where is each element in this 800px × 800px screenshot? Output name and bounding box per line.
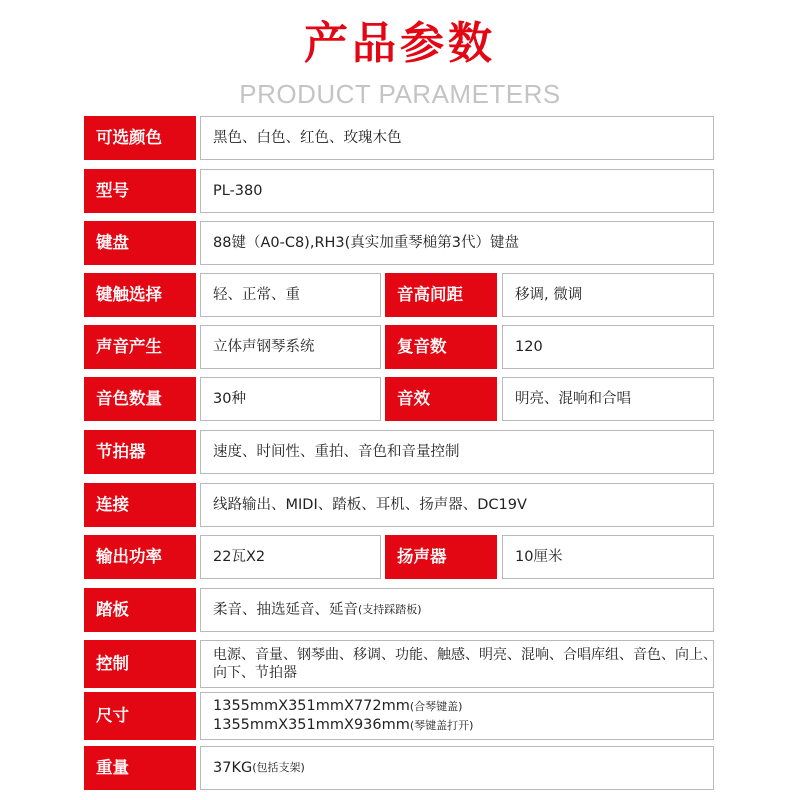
- param-row-touch: [84, 273, 714, 317]
- param-value: [200, 588, 714, 632]
- param-value: 22瓦X2: [200, 535, 381, 579]
- param-value: [200, 746, 714, 790]
- param-row-color: [84, 116, 714, 160]
- param-label: 声音产生: [84, 325, 196, 369]
- param-row-power: [84, 535, 714, 579]
- param-label: 音效: [385, 377, 497, 421]
- param-label: 节拍器: [84, 430, 196, 474]
- size-dimensions: 1355mmX351mmX936mm: [213, 717, 410, 733]
- control-value-line: 向下、节拍器: [213, 665, 297, 681]
- param-row-size: [84, 692, 714, 740]
- param-label: 尺寸: [84, 692, 196, 740]
- param-value: 速度、时间性、重拍、音色和音量控制: [200, 430, 714, 474]
- param-row-model: [84, 169, 714, 213]
- param-row-pedal: [84, 588, 714, 632]
- weight-note: (包括支架): [252, 761, 305, 774]
- param-value: PL-380: [200, 169, 714, 213]
- size-value-line: [213, 697, 709, 716]
- size-value-line: [213, 716, 709, 735]
- param-label: 复音数: [385, 325, 497, 369]
- pedal-note: (支持踩踏板): [358, 603, 422, 616]
- param-row-connection: [84, 483, 714, 527]
- param-label: 型号: [84, 169, 196, 213]
- param-value: 120: [502, 325, 714, 369]
- param-value: 明亮、混响和合唱: [502, 377, 714, 421]
- param-label: 连接: [84, 483, 196, 527]
- param-label: 键触选择: [84, 273, 196, 317]
- param-value: [200, 640, 717, 688]
- param-label: 扬声器: [385, 535, 497, 579]
- param-row-sound: [84, 325, 714, 369]
- page-subtitle: PRODUCT PARAMETERS: [239, 79, 561, 109]
- param-row-metronome: [84, 430, 714, 474]
- param-label: 控制: [84, 640, 196, 688]
- size-note: (合琴键盖): [409, 700, 463, 713]
- param-row-tones: [84, 377, 714, 421]
- control-value-line: 电源、音量、钢琴曲、移调、功能、触感、明亮、混响、合唱库组、音色、向上、: [213, 647, 717, 663]
- param-label: 可选颜色: [84, 116, 196, 160]
- param-row-keyboard: [84, 221, 714, 265]
- pedal-value-text: 柔音、抽选延音、延音: [213, 602, 358, 618]
- param-value: [200, 692, 714, 740]
- param-label: 重量: [84, 746, 196, 790]
- param-row-control: [84, 640, 717, 688]
- param-value: 10厘米: [502, 535, 714, 579]
- param-label: 音色数量: [84, 377, 196, 421]
- param-value: 88键（A0-C8),RH3(真实加重琴槌第3代）键盘: [200, 221, 714, 265]
- param-value: 轻、正常、重: [200, 273, 381, 317]
- param-value: 线路输出、MIDI、踏板、耳机、扬声器、DC19V: [200, 483, 714, 527]
- param-value: 移调, 微调: [502, 273, 714, 317]
- size-dimensions: 1355mmX351mmX772mm: [213, 698, 410, 714]
- weight-value-text: 37KG: [213, 760, 253, 776]
- param-label: 音高间距: [385, 273, 497, 317]
- param-value: 黑色、白色、红色、玫瑰木色: [200, 116, 714, 160]
- param-value: 立体声钢琴系统: [200, 325, 381, 369]
- size-note: (琴键盖打开): [409, 719, 474, 732]
- param-row-weight: [84, 746, 714, 790]
- param-label: 踏板: [84, 588, 196, 632]
- param-label: 键盘: [84, 221, 196, 265]
- param-label: 输出功率: [84, 535, 196, 579]
- param-value: 30种: [200, 377, 381, 421]
- page-title: 产品参数: [304, 18, 496, 69]
